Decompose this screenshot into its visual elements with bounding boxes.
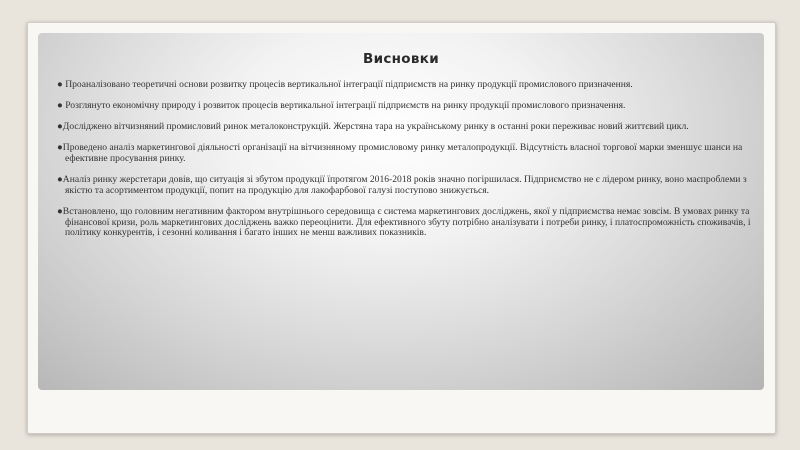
list-item <box>57 80 757 91</box>
list-item <box>57 122 757 133</box>
bullet-icon: ● <box>57 174 63 186</box>
bullet-icon: ● <box>57 100 63 112</box>
list-item-text: Проведено аналіз маркетингової діяльності організації на вітчизняному промисловому ринку металопродукції. Відсутність власної торгової марки зменшує шанси на ефективне просування ринку. <box>62 142 743 164</box>
list-item <box>57 143 757 164</box>
list-item-text: Проаналізовано теоретичні основи розвитку процесів вертикальної інтеграції підприємств на ринку продукції промислового призначення. <box>62 79 633 90</box>
list-item <box>57 207 757 239</box>
bullet-icon: ● <box>57 79 63 90</box>
bullet-icon: ● <box>57 205 63 217</box>
list-item <box>57 175 757 196</box>
list-item-text: Досліджено вітчизняний промисловий ринок металоконструкцій. Жерстяна тара на українському ринку в останні роки переживає новий життєвий цикл. <box>62 121 689 133</box>
list-item-text: Встановлено, що головним негативним фактором внутрішнього середовища є система маркетингових досліджень, якої у підприємства немає зовсім. В умовах ринку та фінансової кризи, роль маркетингових досліджень важко переоцінити. Для ефективного збуту потрібно аналізувати і потреби ринку, і платоспроможність споживачів, і політику конкурентів, і сезонні коливання і багато інших не менш важливих показників. <box>62 205 751 239</box>
content-panel <box>38 33 764 390</box>
list-item-text: Аналіз ринку жерстетари довів, що ситуація зі збутом продукції їпротягом 2016-2018 років значно погіршилася. Підприємство не є лідером ринку, воно маєпроблеми з якістю та асортиментом продукції, попит на продукцію для лакофарбової галузі поступово знижується. <box>62 174 747 196</box>
conclusions-list <box>57 80 757 249</box>
list-item <box>57 101 757 112</box>
bullet-icon: ● <box>57 121 63 133</box>
bullet-icon: ● <box>57 142 63 154</box>
list-item-text: Розглянуто економічну природу і розвиток процесів вертикальної інтеграції підприємств на ринку продукції промислового призначення. <box>62 100 626 112</box>
slide-frame <box>27 22 776 434</box>
slide-title: Висновки <box>363 51 439 67</box>
